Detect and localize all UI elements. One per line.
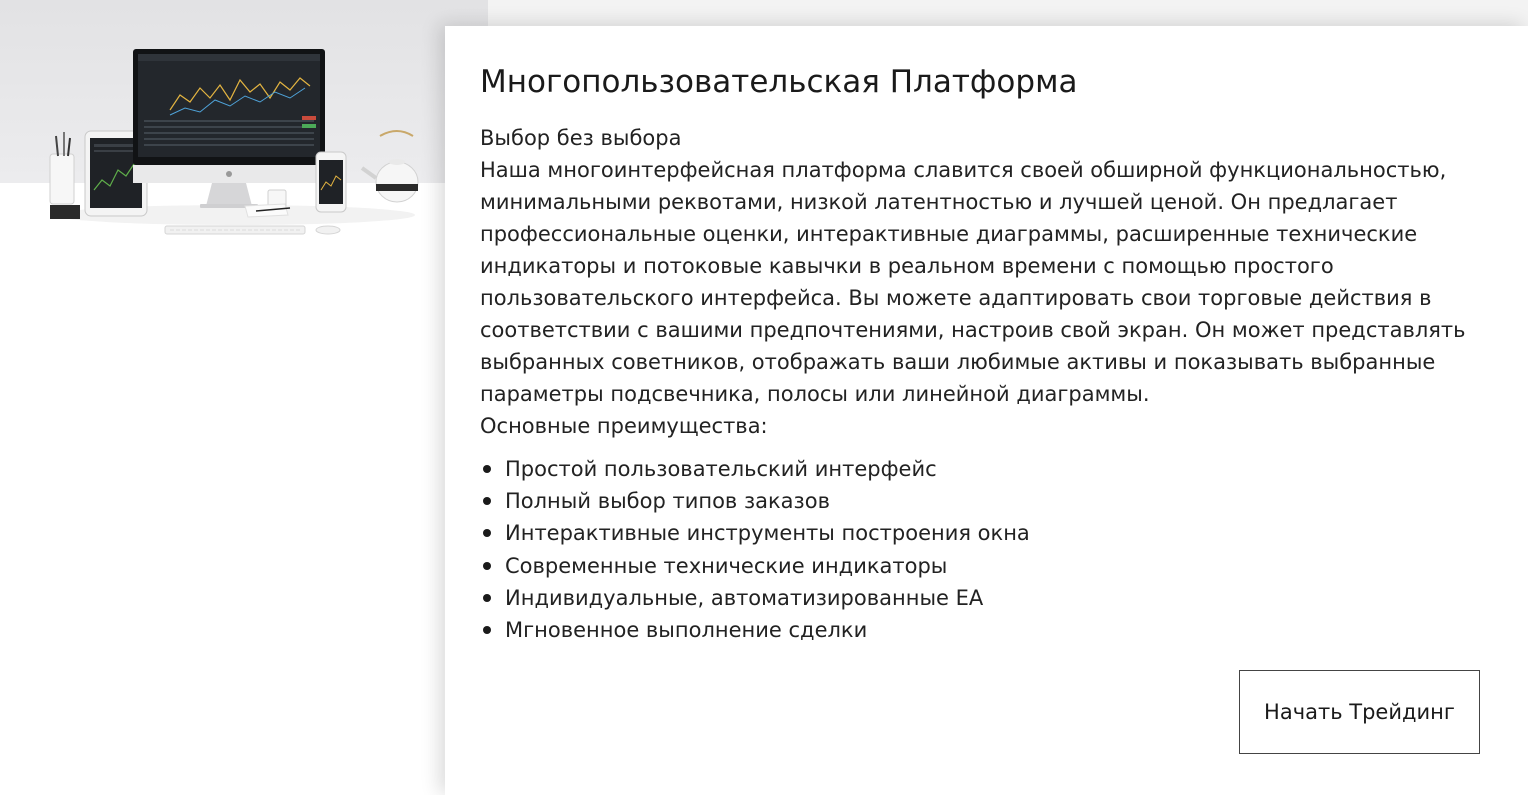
bullet-icon — [483, 594, 491, 602]
teapot-icon — [362, 131, 418, 202]
benefit-label: Интерактивные инструменты построения окна — [505, 521, 1030, 546]
description-paragraph: Наша многоинтерфейсная платформа славится своей обширной функциональностью, минимальными реквотами, низкой латентностью и лучшей ценой. Он предлагает профессиональные оценки, интерактивные диаграммы, расширенные технические индикаторы и потоковые кавычки в реальном времени с помощью простого пользовательского интерфейса. Вы можете адаптировать свои торговые действия в соответствии с вашими предпочтениями, настроив свой экран. Он может представлять выбранных советников, отображать ваши любимые активы и показывать выбранные параметры подсвечника, полосы или линейной диаграммы. — [480, 158, 1466, 406]
benefit-label: Простой пользовательский интерфейс — [505, 457, 937, 481]
pen-holder-icon — [50, 132, 80, 219]
list-item — [480, 582, 1030, 614]
bullet-icon — [483, 497, 491, 505]
benefit-label: Современные технические индикаторы — [505, 553, 948, 578]
list-item — [480, 453, 1030, 485]
bullet-icon — [483, 626, 491, 634]
bullet-icon — [483, 529, 491, 537]
top-strip — [488, 0, 1528, 26]
mouse-icon — [316, 226, 340, 234]
devices-illustration — [40, 40, 430, 245]
description-block — [480, 122, 1490, 442]
page-title: Многопользовательская Платформа — [480, 64, 1078, 100]
list-item — [480, 550, 1030, 582]
bullet-icon — [483, 465, 491, 473]
monitor-icon — [133, 49, 325, 208]
start-trading-button[interactable]: Начать Трейдинг — [1239, 670, 1480, 754]
platform-card — [445, 26, 1528, 795]
benefit-label: Индивидуальные, автоматизированные EA — [505, 585, 984, 610]
benefits-list — [480, 453, 1030, 646]
bullet-icon — [483, 562, 491, 570]
phone-icon — [316, 152, 346, 212]
list-item — [480, 614, 1030, 646]
benefit-label: Мгновенное выполнение сделки — [505, 618, 868, 643]
benefits-heading: Основные преимущества: — [480, 414, 768, 438]
keyboard-icon — [165, 226, 305, 234]
list-item — [480, 517, 1030, 549]
subtitle: Выбор без выбора — [480, 126, 682, 150]
list-item — [480, 485, 1030, 517]
benefit-label: Полный выбор типов заказов — [505, 489, 830, 514]
